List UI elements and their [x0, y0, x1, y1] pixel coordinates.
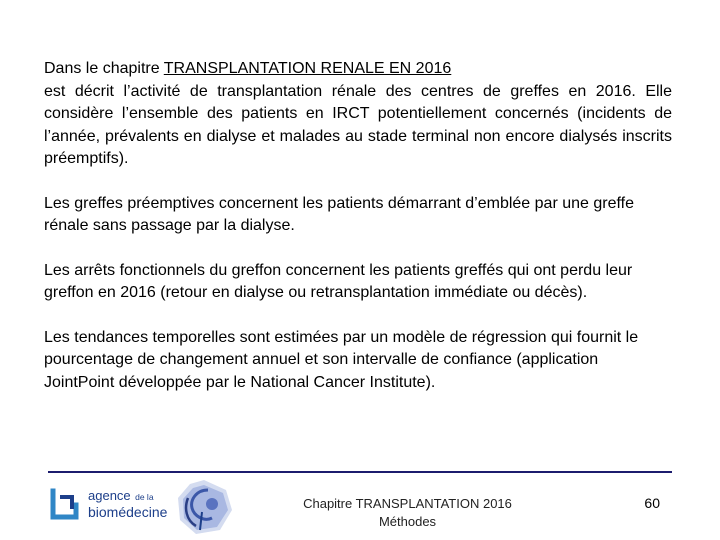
preemptive-paragraph: Les greffes préemptives concernent les patients démarrant d’emblée par une greffe rénale sans passage par la dialyse.: [44, 194, 634, 234]
agence-biomedecine-logo: [50, 487, 180, 529]
trends-paragraph: Les tendances temporelles sont estimées par un modèle de régression qui fournit le pourcentage de changement annuel et son intervalle de confiance (application JointPoint développée par le National Cancer Institute).: [44, 328, 639, 391]
logo-line2: biomédecine: [88, 504, 168, 520]
footer-chapter: Chapitre TRANSPLANTATION 2016: [303, 496, 512, 511]
footer-divider: [48, 471, 672, 473]
kidney-emblem-icon: [174, 478, 234, 536]
chapter-link[interactable]: TRANSPLANTATION RENALE EN 2016: [163, 60, 452, 77]
graft-failure-paragraph: Les arrêts fonctionnels du greffon concernent les patients greffés qui ont perdu leur greffon en 2016 (retour en dialyse ou retransplantation immédiate ou décès).: [44, 261, 633, 301]
intro-prefix: Dans le chapitre: [44, 60, 164, 77]
intro-paragraph: [44, 58, 672, 171]
logo-line1-small: de la: [135, 492, 154, 502]
page-number: 60: [644, 495, 660, 511]
logo-mark-icon: [50, 487, 84, 527]
main-content: [44, 58, 672, 416]
footer-section: Méthodes: [378, 514, 437, 529]
logo-line1: agence: [88, 488, 131, 503]
intro-text: est décrit l’activité de transplantation rénale des centres de greffes en 2016. Elle considère l’ensemble des patients en IRCT potentiellement concernés (incidents de l’année, prévalents en dialyse et malades au stade terminal non encore dialysés inscrits préemptifs).: [44, 82, 672, 167]
footer-caption: [280, 495, 535, 531]
